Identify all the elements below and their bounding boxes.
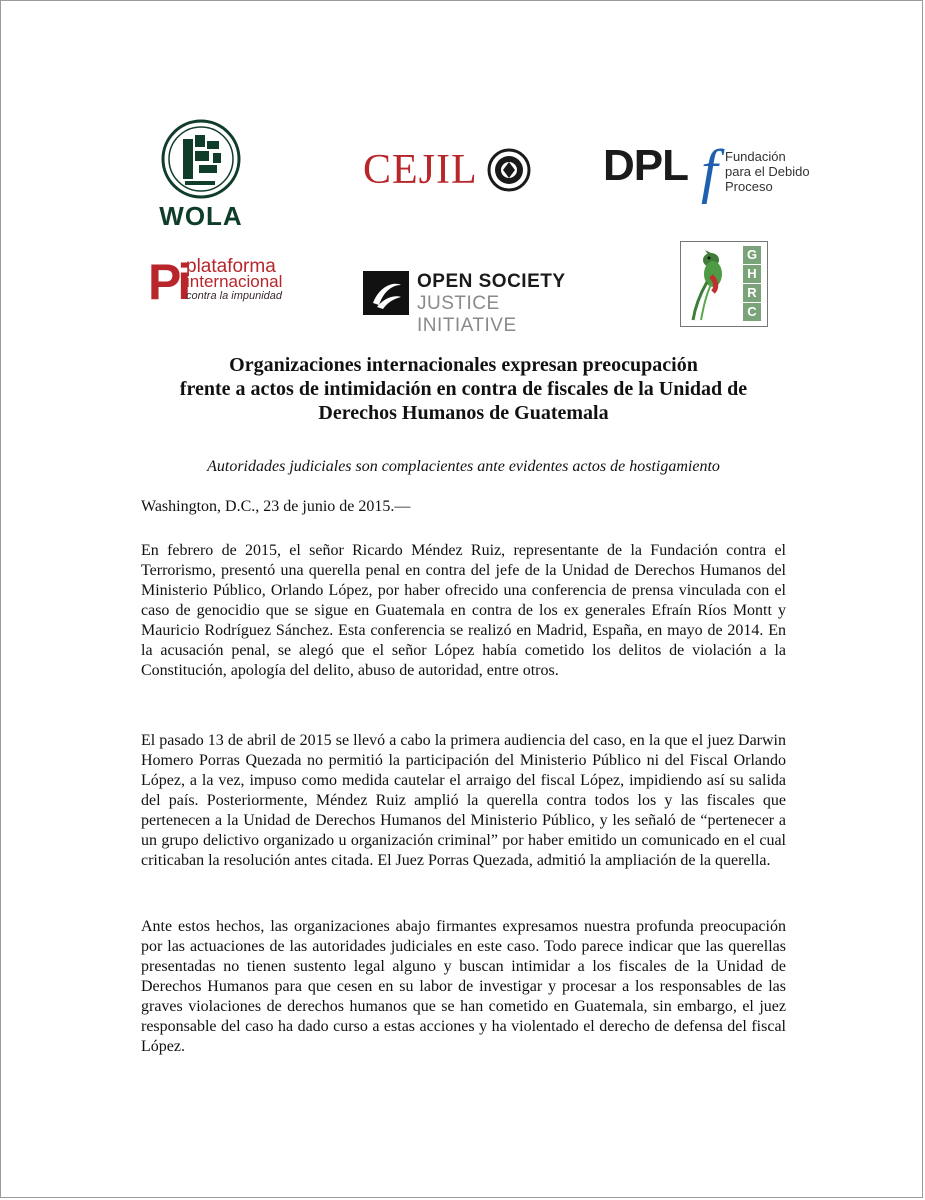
dplf-logo <box>603 138 813 211</box>
open-society-logo <box>363 271 588 336</box>
open-society-line1: OPEN SOCIETY <box>417 271 566 292</box>
press-release-title <box>141 353 786 425</box>
open-society-line2: JUSTICE INITIATIVE <box>417 293 517 336</box>
cejil-wordmark: CEJIL <box>363 147 478 193</box>
dateline: Washington, D.C., 23 de junio de 2015.— <box>141 498 411 515</box>
ghrc-letter: H <box>743 265 761 283</box>
title-line: Derechos Humanos de Guatemala <box>318 402 609 424</box>
ghrc-letter: C <box>743 303 761 321</box>
title-line: Organizaciones internacionales expresan preocupación <box>229 354 698 376</box>
ghrc-logo <box>680 241 768 327</box>
title-line: frente a actos de intimidación en contra de fiscales de la Unidad de <box>179 378 748 400</box>
plataforma-line: plataforma <box>186 256 276 277</box>
cejil-logo <box>363 146 535 196</box>
plataforma-text <box>186 256 283 304</box>
plataforma-mark: Pi <box>148 254 188 310</box>
cejil-seal-icon <box>487 148 531 192</box>
body-paragraph: El pasado 13 de abril de 2015 se llevó a cabo la primera audiencia del caso, en la que el juez Darwin Homero Porras Quezada no permitió la participación del Ministerio Público ni del Fiscal Orlando López, a la vez, impuso como medida cautelar el arraigo del fiscal López, impidiendo así su salida del país. Posteriormente, Méndez Ruiz amplió la querella contra todos los y las fiscales que pertenecen a la Unidad de Derechos Humanos del Ministerio Público, y les señaló de “pertenecer a un grupo delictivo organizado u organización criminal” por haber emitido un comunicado en el cual criticaban la resolución antes citada. El Juez Porras Quezada, admitió la ampliación de la querella. <box>141 732 786 869</box>
dplf-wordmark: DPL <box>603 141 688 190</box>
wola-emblem-icon <box>155 119 247 199</box>
wola-logo <box>141 119 261 231</box>
ghrc-letter: G <box>743 246 761 264</box>
open-society-emblem-icon <box>363 271 409 315</box>
dplf-f-glyph: f <box>701 138 718 204</box>
plataforma-line: contra la impunidad <box>186 290 283 302</box>
wola-wordmark: WOLA <box>159 201 243 231</box>
plataforma-logo <box>148 254 308 313</box>
dplf-tagline-line: Proceso <box>725 179 773 194</box>
ghrc-letter: R <box>743 284 761 302</box>
plataforma-line: internacional <box>186 272 283 291</box>
press-release-subtitle: Autoridades judiciales son complacientes ante evidentes actos de hostigamiento <box>207 458 720 475</box>
body-paragraph: En febrero de 2015, el señor Ricardo Méndez Ruiz, representante de la Fundación contra el Terrorismo, presentó una querella penal en contra del jefe de la Unidad de Derechos Humanos del Ministerio Público, Orlando López, por haber ofrecido una conferencia de prensa vinculada con el caso de genocidio que se sigue en Guatemala en contra de los ex generales Efraín Ríos Montt y Mauricio Rodríguez Sánchez. Esta conferencia se realizó en Madrid, España, en mayo de 2014. En la acusación penal, se alegó que el señor López había cometido los delitos de violación a la Constitución, apología del delito, abuso de autoridad, entre otros. <box>141 542 786 679</box>
dplf-tagline <box>725 149 825 194</box>
dplf-tagline-line: Fundación <box>725 149 786 164</box>
dplf-tagline-line: para el Debido <box>725 164 810 179</box>
ghrc-letters <box>743 246 761 322</box>
quetzal-bird-icon <box>685 246 735 322</box>
body-paragraph: Ante estos hechos, las organizaciones abajo firmantes expresamos nuestra profunda preocupación por las actuaciones de las autoridades judiciales en este caso. Todo parece indicar que las querellas presentadas no tienen sustento legal alguno y buscan intimidar a los fiscales de la Unidad de Derechos Humanos para que cesen en su labor de investigar y procesar a los responsables de las graves violaciones de derechos humanos que se han cometido en Guatemala, sin embargo, el juez responsable del caso ha dado curso a estas acciones y ha violentado el derecho de defensa del fiscal López. <box>141 918 786 1055</box>
